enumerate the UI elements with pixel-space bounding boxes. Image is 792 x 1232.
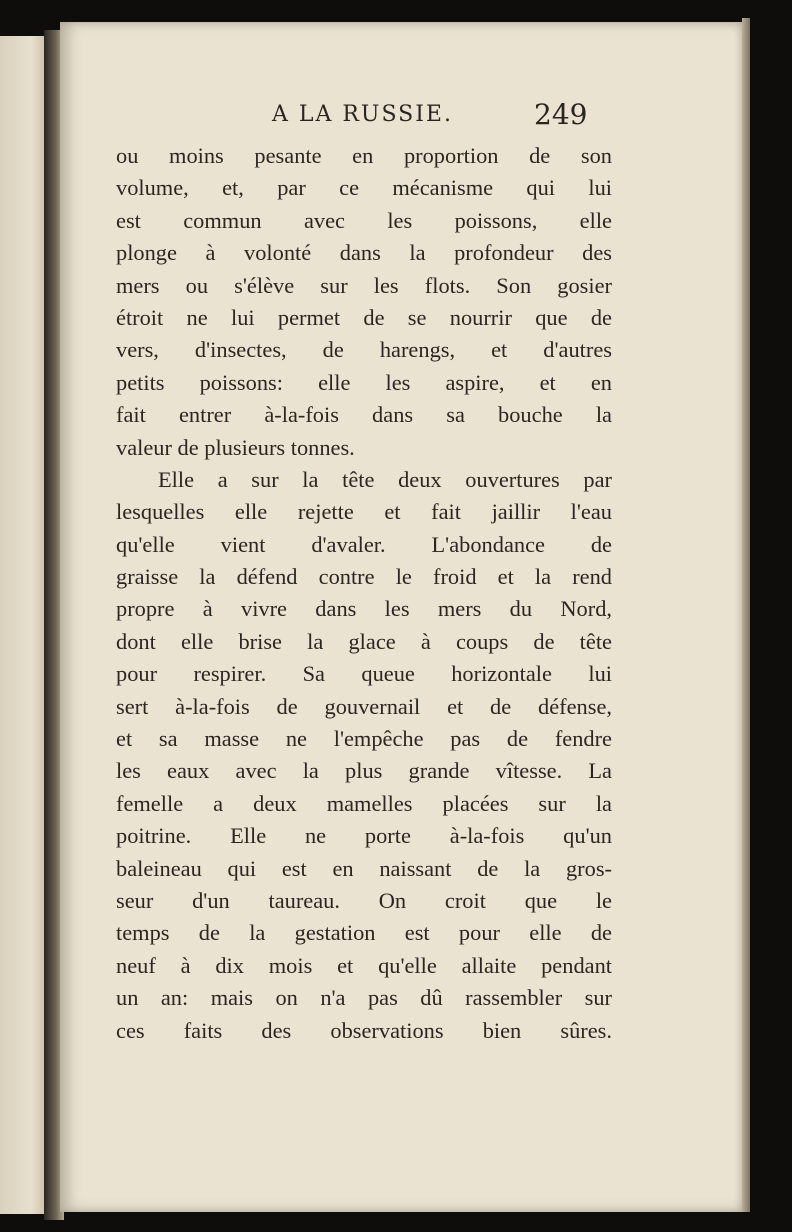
page-fore-edge [742,18,750,1212]
text-line: un an: mais on n'a pas dû rassembler sur [116,985,612,1011]
text-line-paragraph-end: valeur de plusieurs tonnes. [116,434,355,460]
text-line: dont elle brise la glace à coups de tête [116,628,612,654]
text-line: les eaux avec la plus grande vîtesse. La [116,758,612,784]
text-line: et sa masse ne l'empêche pas de fendre [116,726,612,752]
text-line-paragraph-start: Elle a sur la tête deux ouvertures par [158,466,612,492]
body-text [116,140,612,1047]
text-line: vers, d'insectes, de harengs, et d'autres [116,337,612,363]
text-line: mers ou s'élève sur les flots. Son gosier [116,272,612,298]
text-line: poitrine. Elle ne porte à-la-fois qu'un [116,823,612,849]
text-line: femelle a deux mamelles placées sur la [116,790,612,816]
text-line: pour respirer. Sa queue horizontale lui [116,661,612,687]
text-line: fait entrer à-la-fois dans sa bouche la [116,402,612,428]
running-head [60,98,742,138]
text-line: ou moins pesante en proportion de son [116,143,612,168]
text-line: seur d'un taureau. On croit que le [116,887,612,913]
text-line: lesquelles elle rejette et fait jaillir l'eau [116,499,612,525]
text-line: plonge à volonté dans la profondeur des [116,240,612,266]
text-line: est commun avec les poissons, elle [116,207,612,233]
text-line: propre à vivre dans les mers du Nord, [116,596,612,622]
text-line: graisse la défend contre le froid et la rend [116,564,612,590]
previous-page-edge [0,36,44,1214]
text-line: baleineau qui est en naissant de la gros- [116,855,612,881]
running-title: A LA RUSSIE. [272,102,453,127]
text-line: petits poissons: elle les aspire, et en [116,369,612,395]
text-line: étroit ne lui permet de se nourrir que de [116,304,612,330]
text-line: sert à-la-fois de gouvernail et de défense, [116,693,612,719]
text-line: qu'elle vient d'avaler. L'abondance de [116,531,612,557]
text-line: ces faits des observations bien sûres. [116,1017,612,1043]
text-line: volume, et, par ce mécanisme qui lui [116,175,612,201]
page-number: 249 [534,98,588,131]
text-line: neuf à dix mois et qu'elle allaite pendant [116,952,612,978]
text-line: temps de la gestation est pour elle de [116,920,612,946]
